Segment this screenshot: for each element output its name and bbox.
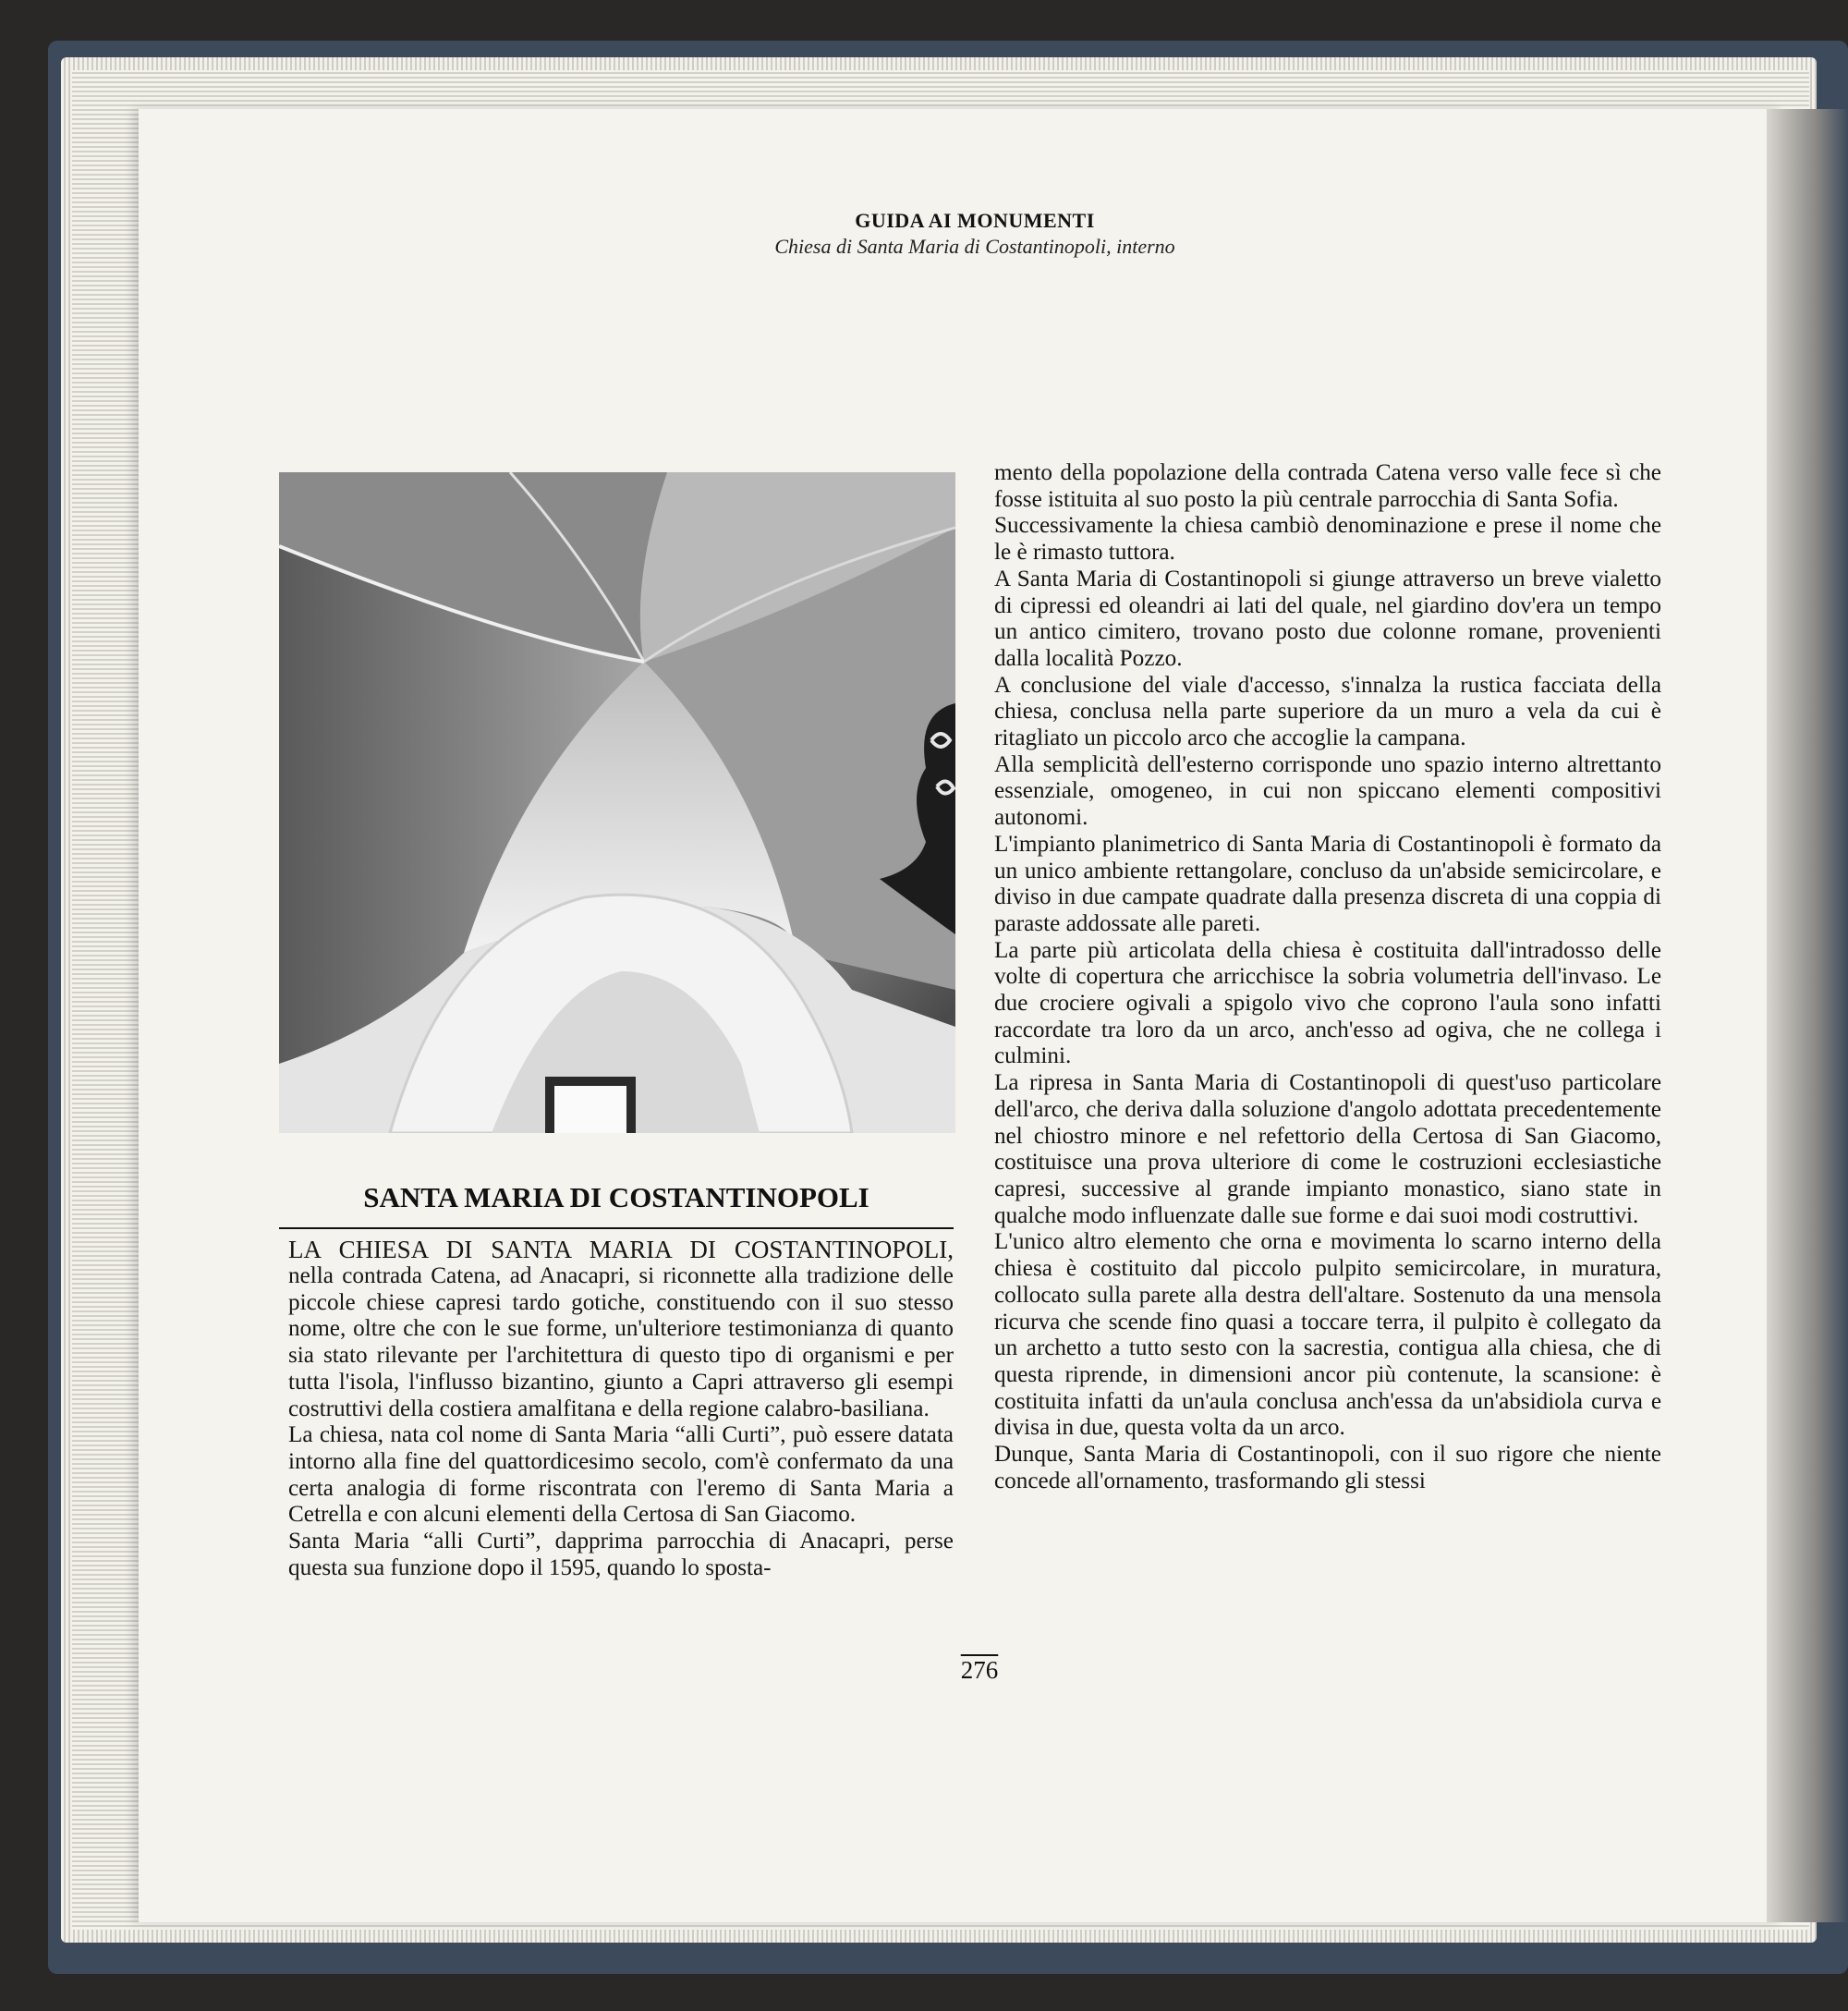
left-text-column (288, 1237, 954, 1581)
paragraph: mento della popolazione della contrada Catena verso valle fece sì che fosse istituita al suo posto la più centrale parrocchia di Santa Sofia. (994, 460, 1661, 512)
title-rule (279, 1227, 954, 1229)
page-number: 276 (960, 1656, 999, 1684)
running-header-subtitle: Chiesa di Santa Maria di Costantinopoli, interno (774, 235, 1175, 258)
paragraph: L'impianto planimetrico di Santa Maria di Costantinopoli è formato da un unico ambiente rettangolare, concluso da un'abside semicircolare, e diviso in due campate quadrate dalla presenza discreta di una coppia di paraste addossate alle pareti. (994, 831, 1661, 936)
paragraph: L'unico altro elemento che orna e movimenta lo scarno interno della chiesa è costituito dal piccolo pulpito semicircolare, in muratura, collocato sulla parete alla destra dell'altare. Sostenuto da una mensola ricurva che scende fino quasi a toccare terra, il pulpito è collegato da un archetto a tutto sesto con la sacrestia, contigua alla chiesa, che di questa riprende, in dimensioni ancor più contenute, la scansione: è costituita infatti da un'aula conclusa anch'essa da un'absidiola curva e divisa in due, questa volta da un arco. (994, 1229, 1661, 1441)
book-gutter (1767, 109, 1848, 1922)
lead-caps: LA CHIESA DI SANTA MARIA DI COSTANTINOPOLI, (288, 1236, 954, 1263)
paragraph: Santa Maria “alli Curti”, dapprima parrocchia di Anacapri, perse questa sua funzione dopo il 1595, quando lo sposta- (288, 1529, 954, 1580)
vaulted-ceiling-photo (279, 472, 955, 1133)
paragraph: Alla semplicità dell'esterno corrisponde uno spazio interno altrettanto essenziale, omogeneo, in cui non spiccano elementi compositivi autonomi. (994, 751, 1661, 831)
running-header-title: GUIDA AI MONUMENTI (855, 209, 1095, 232)
paragraph: A conclusione del viale d'accesso, s'innalza la rustica facciata della chiesa, conclusa nella parte superiore da un muro a vela da cui è ritagliato un piccolo arco che accoglie la campana. (994, 672, 1661, 751)
right-text-column (994, 460, 1661, 1494)
paragraph: Dunque, Santa Maria di Costantinopoli, con il suo rigore che niente concede all'ornamento, trasformando gli stessi (994, 1442, 1661, 1493)
paragraph: La parte più articolata della chiesa è costituita dall'intradosso delle volte di copertura che arricchisce la sobria volumetria dell'invaso. Le due crociere ogivali a spigolo vivo che coprono l'aula sono infatti raccordate tra loro da un arco, anch'esso ad ogiva, che ne collega i culmini. (994, 937, 1661, 1069)
paragraph: La ripresa in Santa Maria di Costantinopoli di quest'uso particolare dell'arco, che deriva dalla soluzione d'angolo adottata precedentemente nel chiostro minore e nel refettorio della Certosa di San Giacomo, costituisce una prova ulteriore di come le costruzioni ecclesiastiche capresi, successive al grande impianto monastico, siano state in qualche modo influenzate dalle sue forme e dai suoi modi costruttivi. (994, 1070, 1661, 1228)
paragraph: La chiesa, nata col nome di Santa Maria “alli Curti”, può essere datata intorno alla fine del quattordicesimo secolo, com'è confermato da una certa analogia di forme riscontrata con l'eremo di Santa Maria a Cetrella e con alcuni elementi della Certosa di San Giacomo. (288, 1422, 954, 1528)
section-title: SANTA MARIA DI COSTANTINOPOLI (363, 1181, 869, 1213)
paragraph: Successivamente la chiesa cambiò denominazione e prese il nome che le è rimasto tuttora. (994, 513, 1661, 566)
paragraph: A Santa Maria di Costantinopoli si giunge attraverso un breve vialetto di cipressi ed oleandri ai lati del quale, nel giardino dov'era un tempo un antico cimitero, trovano posto due colonne romane, provenienti dalla località Pozzo. (994, 566, 1661, 671)
paragraph: nella contrada Catena, ad Anacapri, si riconnette alla tradizione delle piccole chiese capresi tardo gotiche, constituendo con il suo stesso nome, oltre che con le sue forme, un'ulteriore testimonianza di quanto sia stato rilevante per l'architettura di questo tipo di organismi e per tutta l'isola, l'influsso bizantino, giunto a Capri attraverso gli esempi costruttivi della costiera amalfitana e della regione calabro-basiliana. (288, 1263, 954, 1421)
